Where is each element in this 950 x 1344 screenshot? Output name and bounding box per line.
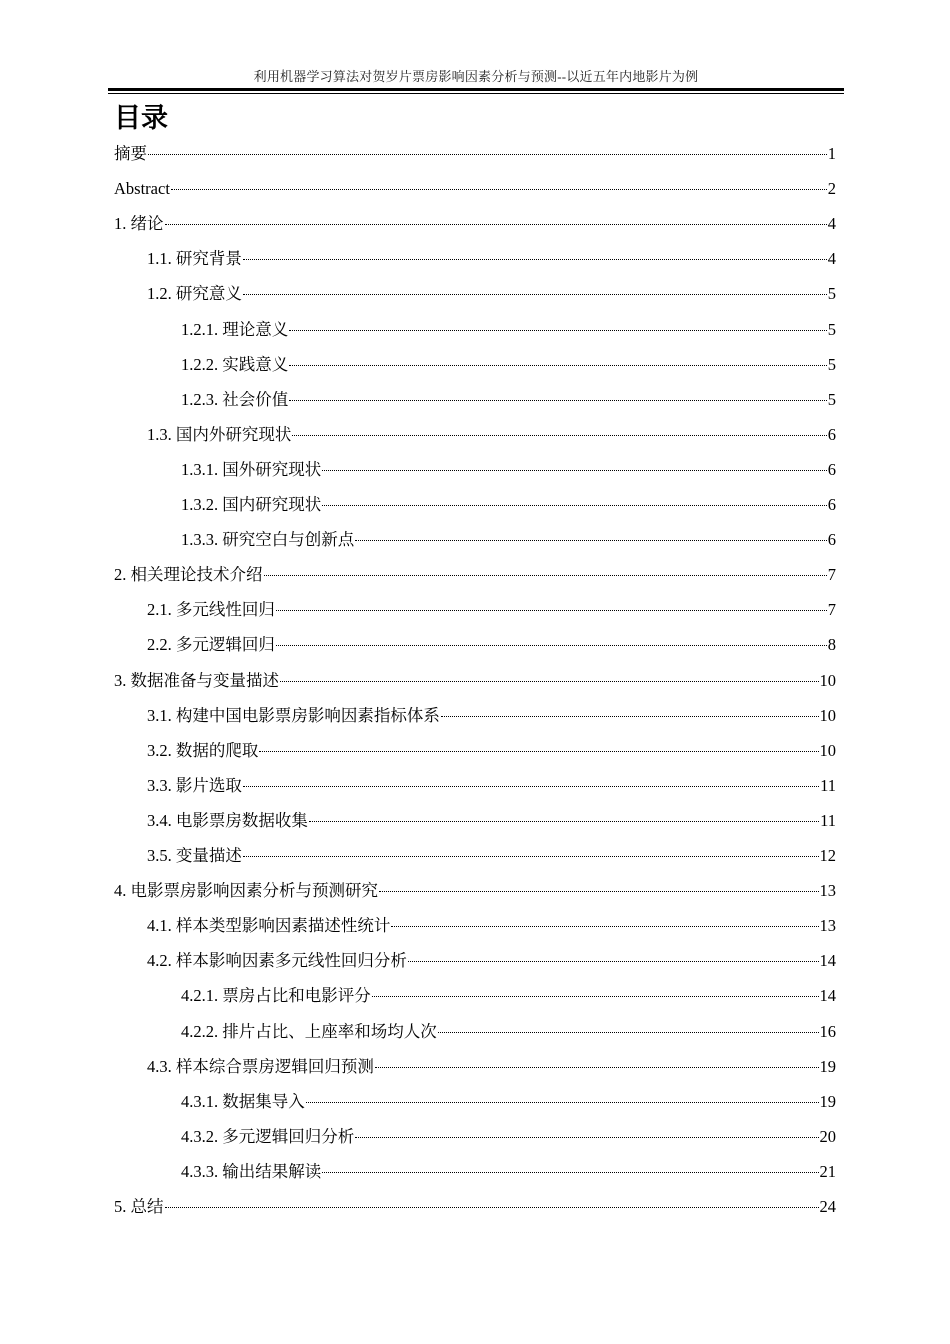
toc-entry-label: 4.3.2. 多元逻辑回归分析 [181, 1126, 355, 1146]
toc-dot-leader [322, 505, 827, 506]
toc-page-number: 20 [819, 1126, 836, 1146]
toc-dot-leader [243, 856, 819, 857]
toc-entry-label: 3.2. 数据的爬取 [147, 740, 259, 760]
toc-dot-leader [276, 610, 827, 611]
toc-dot-leader [309, 821, 819, 822]
toc-entry-label: 4.2.2. 排片占比、上座率和场均人次 [181, 1021, 437, 1041]
toc-entry[interactable] [147, 943, 836, 978]
toc-entry[interactable] [147, 592, 836, 627]
toc-entry[interactable] [147, 276, 836, 311]
toc-entry-label: 摘要 [114, 144, 147, 163]
toc-page-number: 16 [819, 1021, 836, 1041]
toc-entry[interactable] [181, 1154, 836, 1189]
toc-page-number: 10 [819, 670, 836, 690]
running-header: 利用机器学习算法对贺岁片票房影响因素分析与预测--以近五年内地影片为例 [253, 69, 699, 84]
toc-entry[interactable] [181, 1119, 836, 1154]
toc-dot-leader [292, 435, 826, 436]
toc-entry-label: 4.1. 样本类型影响因素描述性统计 [147, 916, 391, 936]
toc-entry-label: 1.3.1. 国外研究现状 [181, 459, 322, 479]
toc-entry-label: 4.2.1. 票房占比和电影评分 [181, 986, 371, 1006]
toc-dot-leader [441, 716, 819, 717]
toc-entry-label: 4.3.3. 输出结果解读 [181, 1161, 322, 1181]
toc-page-number: 2 [827, 179, 836, 199]
toc-entry[interactable] [147, 838, 836, 873]
toc-dot-leader [243, 786, 819, 787]
toc-dot-leader [355, 1137, 818, 1138]
toc-dot-leader [165, 1207, 819, 1208]
toc-dot-leader [243, 294, 827, 295]
toc-entry-label: 3.1. 构建中国电影票房影响因素指标体系 [147, 705, 440, 725]
toc-entry[interactable] [147, 768, 836, 803]
toc-entry[interactable] [181, 312, 836, 347]
toc-entry-label: 1.2.1. 理论意义 [181, 319, 289, 339]
toc-dot-leader [322, 470, 827, 471]
toc-dot-leader [375, 1067, 819, 1068]
toc-entry[interactable] [114, 136, 836, 171]
toc-entry-label: 4.3.1. 数据集导入 [181, 1091, 305, 1111]
toc-dot-leader [289, 365, 827, 366]
toc-entry[interactable] [181, 347, 836, 382]
toc-entry-label: 4.3. 样本综合票房逻辑回归预测 [147, 1056, 374, 1076]
toc-page-number: 5 [827, 389, 836, 409]
toc-page-number: 6 [827, 530, 836, 550]
toc-page-number: 6 [827, 459, 836, 479]
toc-entry[interactable] [147, 1049, 836, 1084]
toc-entry-label: 1. 绪论 [114, 214, 164, 234]
toc-entry[interactable] [114, 557, 836, 592]
toc-entry[interactable] [181, 382, 836, 417]
toc-entry-label: 2.1. 多元线性回归 [147, 600, 275, 620]
toc-entry[interactable] [147, 908, 836, 943]
toc-page-number: 1 [827, 144, 836, 163]
toc-entry[interactable] [147, 733, 836, 768]
toc-entry-label: 1.2. 研究意义 [147, 284, 242, 304]
toc-entry[interactable] [181, 487, 836, 522]
toc-entry[interactable] [147, 698, 836, 733]
toc-dot-leader [165, 224, 827, 225]
toc-dot-leader [355, 540, 827, 541]
toc-page-number: 14 [819, 951, 836, 971]
toc-entry[interactable] [114, 1189, 836, 1224]
toc-dot-leader [243, 259, 827, 260]
toc-entry-label: 2. 相关理论技术介绍 [114, 565, 263, 585]
toc-entry[interactable] [147, 241, 836, 276]
toc-entry[interactable] [181, 1014, 836, 1049]
toc-entry-label: 1.1. 研究背景 [147, 249, 242, 269]
toc-page-number: 11 [820, 775, 836, 795]
toc-dot-leader [264, 575, 827, 576]
toc-entry[interactable] [181, 1084, 836, 1119]
toc-dot-leader [148, 154, 827, 155]
toc-entry-label: 3.4. 电影票房数据收集 [147, 810, 308, 830]
toc-page-number: 8 [827, 635, 836, 655]
toc-page-number: 10 [819, 740, 836, 760]
toc-dot-leader [322, 1172, 818, 1173]
toc-page-number: 7 [827, 565, 836, 585]
toc-entry[interactable] [147, 803, 836, 838]
toc-entry[interactable] [181, 978, 836, 1013]
toc-dot-leader [379, 891, 819, 892]
toc-dot-leader [408, 961, 819, 962]
toc-entry-label: 1.2.3. 社会价值 [181, 389, 289, 409]
toc-page-number: 4 [827, 214, 836, 234]
toc-page-number: 5 [827, 319, 836, 339]
toc-page-number: 21 [819, 1161, 836, 1181]
toc-page-number: 10 [819, 705, 836, 725]
toc-entry-label: 4. 电影票房影响因素分析与预测研究 [114, 881, 378, 901]
toc-page-number: 14 [819, 986, 836, 1006]
toc-page-number: 4 [827, 249, 836, 269]
toc-dot-leader [171, 189, 827, 190]
toc-title: 目录 [114, 103, 168, 134]
toc-page-number: 6 [827, 424, 836, 444]
toc-entry-label: 3.3. 影片选取 [147, 775, 242, 795]
header-rule [108, 88, 844, 91]
toc-dot-leader [306, 1102, 819, 1103]
toc-entry-label: Abstract [114, 179, 170, 199]
toc-page-number: 19 [819, 1056, 836, 1076]
toc-dot-leader [372, 996, 819, 997]
toc-dot-leader [259, 751, 818, 752]
toc-entry-label: 3. 数据准备与变量描述 [114, 670, 279, 690]
toc-page-number: 12 [819, 846, 836, 865]
toc-page-number: 5 [827, 354, 836, 374]
toc-page-number: 11 [820, 810, 836, 830]
toc-dot-leader [438, 1032, 819, 1033]
toc-entry[interactable] [114, 873, 836, 908]
toc-page-number: 7 [827, 600, 836, 620]
toc-entry[interactable] [114, 206, 836, 241]
toc-page-number: 24 [819, 1197, 836, 1216]
toc-entry[interactable] [181, 522, 836, 557]
toc-page-number: 6 [827, 495, 836, 514]
toc-entry-label: 3.5. 变量描述 [147, 846, 242, 865]
toc-page-number: 19 [819, 1091, 836, 1111]
header-rule-thin [108, 93, 844, 94]
toc-page-number: 13 [819, 916, 836, 936]
toc-page-number: 13 [819, 881, 836, 901]
toc-entry[interactable] [147, 627, 836, 662]
toc-entry[interactable] [181, 452, 836, 487]
toc-page-number: 5 [827, 284, 836, 304]
toc-dot-leader [276, 645, 827, 646]
toc-entry-label: 1.3. 国内外研究现状 [147, 424, 292, 444]
toc-dot-leader [289, 400, 827, 401]
toc-dot-leader [280, 681, 819, 682]
toc-entry-label: 1.3.3. 研究空白与创新点 [181, 530, 355, 550]
toc-entry-label: 2.2. 多元逻辑回归 [147, 635, 275, 655]
toc-entry-label: 1.2.2. 实践意义 [181, 354, 289, 374]
toc-entry[interactable] [114, 171, 836, 206]
toc-entry[interactable] [147, 417, 836, 452]
toc-dot-leader [391, 926, 818, 927]
toc-dot-leader [289, 330, 827, 331]
toc-entry-label: 1.3.2. 国内研究现状 [181, 495, 322, 514]
toc-entry-label: 4.2. 样本影响因素多元线性回归分析 [147, 951, 407, 971]
toc-entry[interactable] [114, 663, 836, 698]
toc-entry-label: 5. 总结 [114, 1197, 164, 1216]
